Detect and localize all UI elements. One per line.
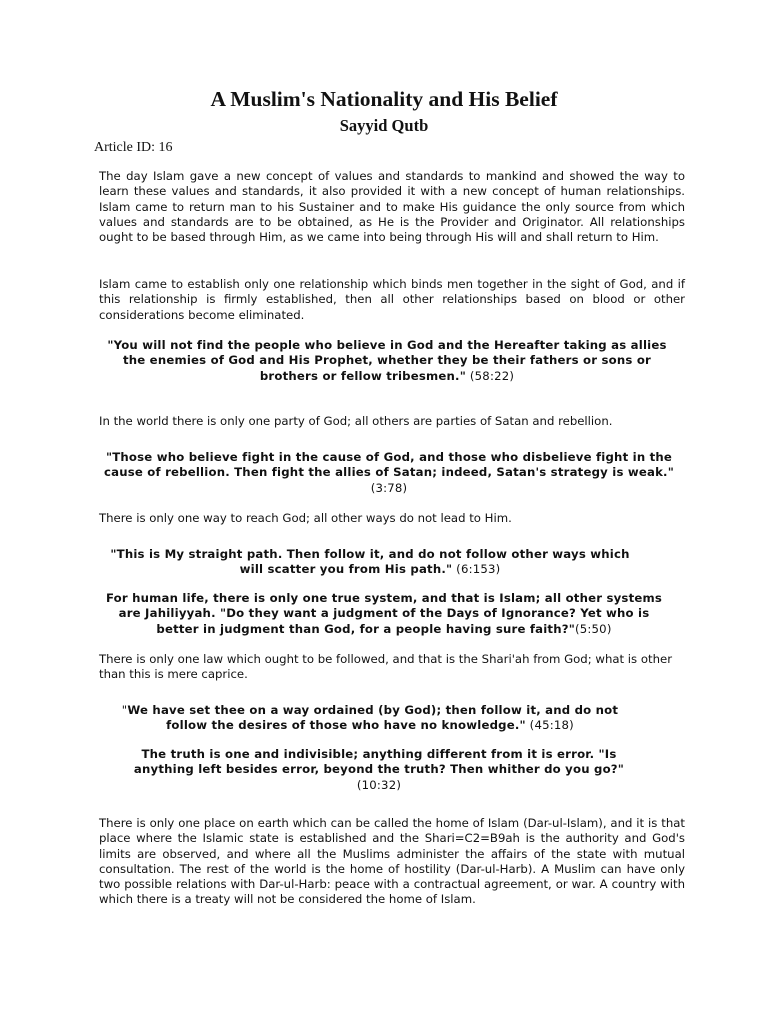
quote-45-18-text: We have set thee on a way ordained (by God); then follow it, and do not follow the desires of those who have no knowledge." [127, 703, 619, 733]
paragraph-1-text: The day Islam gave a new concept of values and standards to mankind and showed the way to learn these values and standards, it also provided it with a new concept of human relationships. Islam came to return man to his Sustainer and to make His guidance the only source from which values and standards are to be obtained, as He is the Provider and Originator. All relationships ought to be based through Him, as we came into being through His will and shall return to Him. [99, 169, 685, 245]
paragraph-5-text: There is only one law which ought to be followed, and that is the Shari'ah from God; what is other than this is mere caprice. [99, 652, 672, 682]
paragraph-2 [99, 277, 685, 323]
author-name: Sayyid Qutb [339, 116, 429, 135]
paragraph-4 [99, 511, 685, 526]
paragraph-5 [99, 652, 685, 683]
quote-45-18-ref: (45:18) [525, 718, 574, 733]
quote-6-153 [108, 547, 632, 578]
paragraph-1 [99, 169, 685, 245]
paragraph-2-text: Islam came to establish only one relationship which binds men together in the sight of God, and if this relationship is firmly established, then all other relationships based on blood or other considerations become eliminated. [99, 277, 685, 322]
paragraph-3 [99, 414, 685, 429]
quote-3-78 [96, 450, 682, 496]
quote-10-32-ref: (10:32) [356, 777, 402, 792]
quote-5-50-text: For human life, there is only one true system, and that is Islam; all other systems are Jahiliyyah. "Do they want a judgment of the Days of Ignorance? Yet who is better in judgment than God, for a people having sure faith?" [105, 591, 663, 636]
quote-45-18 [108, 703, 632, 734]
quote-58-22-ref: (58:22) [466, 368, 515, 383]
page-title: A Muslim's Nationality and His Belief [210, 87, 558, 111]
quote-3-78-text: "Those who believe fight in the cause of God, and those who disbelieve fight in the cause of rebellion. Then fight the allies of Satan; indeed, Satan's strategy is weak." [104, 450, 674, 480]
paragraph-3-text: In the world there is only one party of God; all others are parties of Satan and rebellion. [99, 414, 613, 428]
quote-58-22 [103, 338, 671, 384]
quote-6-153-text: "This is My straight path. Then follow it, and do not follow other ways which will scatter you from His path." [110, 547, 630, 577]
quote-10-32 [110, 747, 648, 793]
quote-45-18-open: " [121, 703, 128, 717]
quote-3-78-ref: (3:78) [370, 480, 408, 495]
paragraph-4-text: There is only one way to reach God; all other ways do not lead to Him. [99, 511, 512, 525]
quote-58-22-text: "You will not find the people who believe in God and the Hereafter taking as allies the enemies of God and His Prophet, whether they be their fathers or sons or brothers or fellow tribesmen." [107, 338, 667, 383]
quote-6-153-ref: (6:153) [452, 562, 501, 577]
quote-5-50 [99, 591, 669, 637]
quote-5-50-ref: (5:50) [575, 621, 612, 636]
quote-10-32-text: The truth is one and indivisible; anything different from it is error. "Is anything left besides error, beyond the truth? Then whither do you go?" [133, 747, 625, 777]
paragraph-6-text: There is only one place on earth which can be called the home of Islam (Dar-ul-Islam), and it is that place where the Islamic state is established and the Shari=C2=B9ah is the authority and God's limits are observed, and where all the Muslims administer the affairs of the state with mutual consultation. The rest of the world is the home of hostility (Dar-ul-Harb). A Muslim can have only two possible relations with Dar-ul-Harb: peace with a contractual agreement, or war. A country with which there is a treaty will not be considered the home of Islam. [99, 816, 685, 907]
article-id: Article ID: 16 [94, 140, 173, 155]
paragraph-6 [99, 816, 685, 908]
